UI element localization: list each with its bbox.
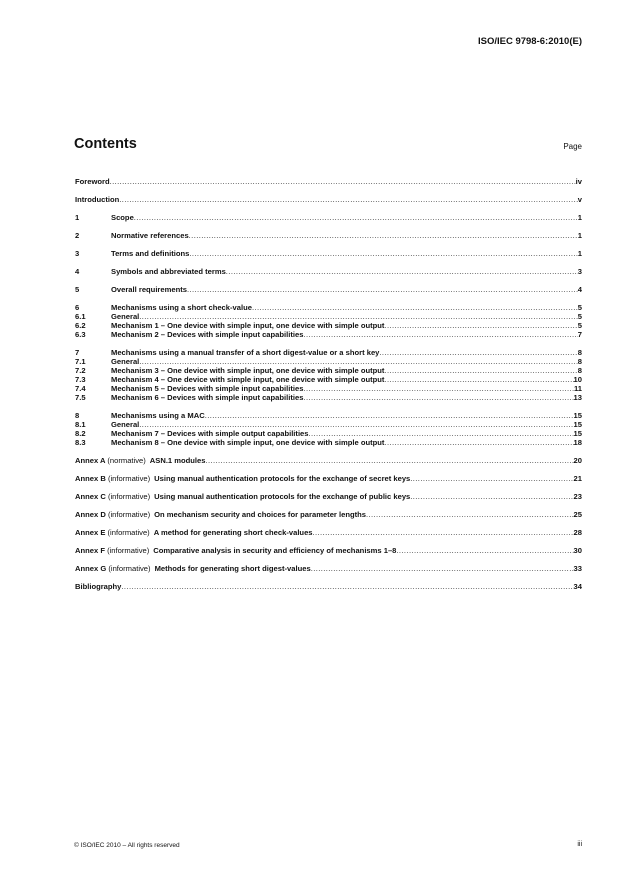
toc-entry-page: 15	[573, 411, 582, 420]
leader-dots	[303, 330, 577, 339]
toc-entry-page: 21	[573, 474, 582, 483]
leader-dots	[110, 177, 576, 186]
toc-entry-number: 8	[75, 411, 80, 420]
toc-entry-annex	[75, 492, 410, 501]
toc-entry-annex	[75, 510, 366, 519]
contents-title: Contents	[74, 136, 137, 152]
leader-dots	[309, 429, 574, 438]
leader-dots	[134, 213, 578, 222]
toc-entry-page: 15	[573, 429, 582, 438]
toc-entry-annex	[75, 474, 410, 483]
toc-entry[interactable]	[75, 357, 582, 366]
annex-label: Annex A	[75, 456, 106, 465]
toc-entry-annex	[75, 456, 205, 465]
leader-dots	[396, 546, 573, 555]
toc-entry-number: 7.3	[75, 375, 86, 384]
toc-entry-number: 5	[75, 285, 80, 294]
annex-type: (informative)	[107, 510, 151, 519]
toc-entry-title: Mechanism 5 – Devices with simple input capabilities	[111, 384, 304, 393]
table-of-contents	[75, 177, 582, 591]
toc-entry-title: Mechanism 1 – One device with simple input, one device with simple output	[111, 321, 385, 330]
toc-entry-page: 20	[573, 456, 582, 465]
toc-entry-page: 25	[573, 510, 582, 519]
toc-entry[interactable]	[75, 213, 582, 222]
leader-dots	[189, 249, 577, 258]
toc-entry-title: Mechanism 6 – Devices with simple input capabilities	[111, 393, 304, 402]
toc-entry[interactable]	[75, 492, 582, 501]
toc-entry-number: 1	[75, 213, 80, 222]
annex-label: Annex C	[75, 492, 106, 501]
toc-entry-number: 3	[75, 249, 80, 258]
toc-entry-page: 30	[573, 546, 582, 555]
toc-entry-number: 7.4	[75, 384, 86, 393]
toc-entry-title: Mechanisms using a MAC	[111, 411, 205, 420]
toc-entry-page: 34	[573, 582, 582, 591]
annex-label: Annex D	[75, 510, 106, 519]
toc-entry-title: Scope	[111, 213, 134, 222]
toc-entry[interactable]	[75, 564, 582, 573]
toc-entry[interactable]	[75, 456, 582, 465]
toc-entry-page: 11	[573, 384, 582, 393]
toc-entry[interactable]	[75, 303, 582, 312]
toc-entry[interactable]	[75, 231, 582, 240]
toc-entry[interactable]	[75, 411, 582, 420]
annex-label: Annex F	[75, 546, 105, 555]
toc-entry[interactable]	[75, 249, 582, 258]
toc-entry-number: 4	[75, 267, 80, 276]
toc-entry[interactable]	[75, 348, 582, 357]
toc-entry-title: General	[111, 357, 140, 366]
toc-entry-title: Mechanism 8 – One device with simple input, one device with simple output	[111, 438, 385, 447]
toc-entry-page: 33	[573, 564, 582, 573]
toc-entry-annex	[75, 528, 313, 537]
leader-dots	[384, 438, 573, 447]
toc-entry-page: 28	[573, 528, 582, 537]
toc-entry-number: 6	[75, 303, 80, 312]
toc-entry[interactable]	[75, 285, 582, 294]
toc-entry-page: 8	[577, 366, 582, 375]
leader-dots	[139, 357, 577, 366]
annex-label: Annex B	[75, 474, 106, 483]
toc-entry-title: Normative references	[111, 231, 189, 240]
toc-entry-title: Mechanism 3 – One device with simple input, one device with simple output	[111, 366, 385, 375]
annex-type: (informative)	[107, 528, 150, 537]
toc-entry-annex	[75, 564, 311, 573]
toc-entry[interactable]	[75, 474, 582, 483]
toc-entry[interactable]	[75, 366, 582, 375]
leader-dots	[303, 384, 574, 393]
toc-entry-number: 7.2	[75, 366, 86, 375]
toc-entry-number: 6.2	[75, 321, 86, 330]
toc-entry-title: Bibliography	[75, 582, 122, 591]
leader-dots	[189, 231, 578, 240]
toc-entry-title: Comparative analysis in security and efficiency of mechanisms 1–8	[153, 546, 397, 555]
toc-entry-page: 3	[577, 267, 582, 276]
toc-entry-title: Foreword	[75, 177, 110, 186]
toc-entry-title: Introduction	[75, 195, 120, 204]
toc-entry-title: Mechanism 7 – Devices with simple output capabilities	[111, 429, 309, 438]
toc-entry-title: ASN.1 modules	[149, 456, 206, 465]
copyright-footer: © ISO/IEC 2010 – All rights reserved	[74, 842, 180, 849]
annex-label: Annex G	[75, 564, 107, 573]
toc-entry[interactable]	[75, 510, 582, 519]
document-id-header: ISO/IEC 9798-6:2010(E)	[477, 36, 582, 47]
toc-entry-number: 7	[75, 348, 80, 357]
toc-entry-number: 8.2	[75, 429, 86, 438]
leader-dots	[313, 528, 574, 537]
leader-dots	[226, 267, 578, 276]
leader-dots	[384, 375, 573, 384]
toc-entry-page: 1	[577, 231, 582, 240]
toc-entry-number: 8.1	[75, 420, 86, 429]
toc-entry[interactable]	[75, 438, 582, 447]
toc-entry-title: Terms and definitions	[111, 249, 190, 258]
leader-dots	[187, 285, 578, 294]
leader-dots	[311, 564, 574, 573]
toc-entry-page: 8	[577, 348, 582, 357]
annex-type: (informative)	[107, 492, 151, 501]
annex-type: (informative)	[108, 564, 151, 573]
toc-entry-page: 4	[577, 285, 582, 294]
toc-entry-number: 7.5	[75, 393, 86, 402]
toc-entry[interactable]	[75, 177, 582, 186]
toc-entry-page: 1	[577, 213, 582, 222]
leader-dots	[139, 420, 573, 429]
annex-type: (normative)	[107, 456, 146, 465]
toc-entry-page: 5	[577, 303, 582, 312]
toc-entry-title: Symbols and abbreviated terms	[111, 267, 226, 276]
toc-entry-number: 6.1	[75, 312, 86, 321]
toc-entry[interactable]	[75, 546, 582, 555]
toc-entry[interactable]	[75, 321, 582, 330]
leader-dots	[205, 456, 573, 465]
toc-entry-title: Mechanisms using a manual transfer of a short digest-value or a short key	[111, 348, 380, 357]
toc-entry-title: General	[111, 312, 140, 321]
leader-dots	[366, 510, 574, 519]
annex-type: (informative)	[107, 474, 151, 483]
toc-entry-page: 18	[573, 438, 582, 447]
page-column-label: Page	[563, 142, 582, 151]
toc-entry[interactable]	[75, 330, 582, 339]
annex-label: Annex E	[75, 528, 106, 537]
toc-entry-page: iv	[575, 177, 582, 186]
page-number: iii	[577, 841, 582, 848]
leader-dots	[119, 195, 577, 204]
leader-dots	[252, 303, 578, 312]
toc-entry-annex	[75, 546, 396, 555]
toc-entry-page: 23	[573, 492, 582, 501]
toc-entry-title: A method for generating short check-values	[153, 528, 313, 537]
toc-entry-page: 8	[577, 357, 582, 366]
toc-entry-page: 10	[573, 375, 582, 384]
leader-dots	[121, 582, 573, 591]
toc-entry-page: v	[577, 195, 582, 204]
toc-entry-page: 15	[573, 420, 582, 429]
toc-entry-title: Overall requirements	[111, 285, 187, 294]
leader-dots	[139, 312, 577, 321]
toc-entry[interactable]	[75, 195, 582, 204]
toc-entry-title: Mechanism 2 – Devices with simple input capabilities	[111, 330, 304, 339]
leader-dots	[410, 492, 573, 501]
toc-entry[interactable]	[75, 393, 582, 402]
toc-entry[interactable]	[75, 267, 582, 276]
toc-entry[interactable]	[75, 384, 582, 393]
toc-entry-title: Methods for generating short digest-values	[154, 564, 311, 573]
toc-entry[interactable]	[75, 582, 582, 591]
toc-entry-title: Mechanisms using a short check-value	[111, 303, 252, 312]
leader-dots	[384, 366, 577, 375]
leader-dots	[379, 348, 577, 357]
toc-entry-title: General	[111, 420, 140, 429]
toc-entry-title: Using manual authentication protocols for the exchange of public keys	[154, 492, 411, 501]
toc-entry-page: 5	[577, 321, 582, 330]
toc-entry-number: 2	[75, 231, 80, 240]
leader-dots	[303, 393, 573, 402]
toc-entry-title: Mechanism 4 – One device with simple input, one device with simple output	[111, 375, 385, 384]
toc-entry-page: 7	[577, 330, 582, 339]
toc-entry[interactable]	[75, 429, 582, 438]
toc-entry-page: 13	[573, 393, 582, 402]
toc-entry-number: 7.1	[75, 357, 86, 366]
toc-entry[interactable]	[75, 375, 582, 384]
toc-entry-page: 1	[577, 249, 582, 258]
leader-dots	[410, 474, 573, 483]
leader-dots	[384, 321, 577, 330]
toc-entry-number: 6.3	[75, 330, 86, 339]
annex-type: (informative)	[107, 546, 150, 555]
toc-entry[interactable]	[75, 312, 582, 321]
toc-entry-number: 8.3	[75, 438, 86, 447]
toc-entry[interactable]	[75, 528, 582, 537]
toc-entry[interactable]	[75, 420, 582, 429]
leader-dots	[205, 411, 574, 420]
toc-entry-title: Using manual authentication protocols for the exchange of secret keys	[154, 474, 411, 483]
toc-entry-page: 5	[577, 312, 582, 321]
toc-entry-title: On mechanism security and choices for parameter lengths	[154, 510, 366, 519]
